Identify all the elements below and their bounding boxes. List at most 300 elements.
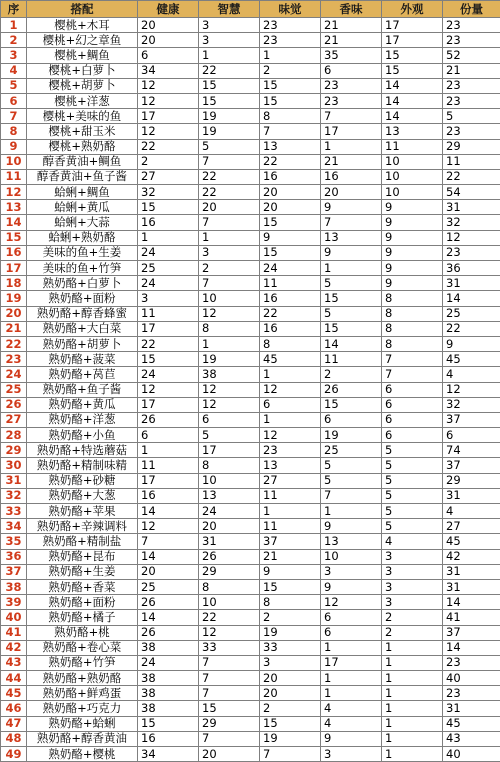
cell-taste: 1: [260, 412, 321, 427]
cell-health: 26: [138, 625, 199, 640]
cell-portion: 29: [443, 473, 500, 488]
cell-portion: 14: [443, 595, 500, 610]
cell-aroma: 20: [321, 185, 382, 200]
table-row: [1, 200, 500, 215]
cell-appearance: 5: [382, 519, 443, 534]
cell-wisdom: 26: [199, 549, 260, 564]
cell-combination: 熟奶酪+菠菜: [27, 352, 138, 367]
cell-health: 24: [138, 276, 199, 291]
cell-wisdom: 12: [199, 306, 260, 321]
cell-aroma: 21: [321, 18, 382, 33]
cell-health: 7: [138, 534, 199, 549]
cell-appearance: 8: [382, 291, 443, 306]
cell-appearance: 1: [382, 655, 443, 670]
cell-portion: 31: [443, 276, 500, 291]
cell-wisdom: 19: [199, 109, 260, 124]
cell-health: 16: [138, 731, 199, 746]
cell-portion: 74: [443, 443, 500, 458]
cell-index: 41: [1, 625, 27, 640]
header-health: 健康: [138, 1, 199, 18]
cell-aroma: 23: [321, 78, 382, 93]
cell-appearance: 5: [382, 443, 443, 458]
cell-wisdom: 29: [199, 716, 260, 731]
cell-taste: 24: [260, 261, 321, 276]
cell-portion: 40: [443, 747, 500, 762]
cell-wisdom: 24: [199, 504, 260, 519]
table-row: [1, 473, 500, 488]
cell-index: 48: [1, 731, 27, 746]
cell-index: 44: [1, 671, 27, 686]
cell-wisdom: 20: [199, 519, 260, 534]
cell-index: 39: [1, 595, 27, 610]
cell-combination: 熟奶酪+精制味精: [27, 458, 138, 473]
cell-wisdom: 15: [199, 78, 260, 93]
cell-health: 22: [138, 336, 199, 351]
cell-taste: 1: [260, 504, 321, 519]
header-combination: 搭配: [27, 1, 138, 18]
cell-wisdom: 1: [199, 230, 260, 245]
cell-portion: 29: [443, 139, 500, 154]
cell-health: 25: [138, 579, 199, 594]
table-row: [1, 428, 500, 443]
cell-portion: 37: [443, 412, 500, 427]
cell-appearance: 2: [382, 610, 443, 625]
cell-index: 33: [1, 504, 27, 519]
cell-portion: 43: [443, 731, 500, 746]
cell-portion: 14: [443, 640, 500, 655]
cell-taste: 15: [260, 78, 321, 93]
cell-wisdom: 2: [199, 261, 260, 276]
cell-wisdom: 6: [199, 412, 260, 427]
cell-taste: 23: [260, 18, 321, 33]
table-row: [1, 671, 500, 686]
cell-taste: 1: [260, 48, 321, 63]
cell-aroma: 9: [321, 579, 382, 594]
cell-wisdom: 7: [199, 154, 260, 169]
cell-health: 20: [138, 564, 199, 579]
cell-index: 32: [1, 488, 27, 503]
cell-aroma: 1: [321, 261, 382, 276]
cell-taste: 3: [260, 655, 321, 670]
cell-health: 26: [138, 412, 199, 427]
cell-index: 46: [1, 701, 27, 716]
cell-appearance: 9: [382, 276, 443, 291]
cell-index: 40: [1, 610, 27, 625]
cell-appearance: 8: [382, 321, 443, 336]
cell-aroma: 10: [321, 549, 382, 564]
cell-health: 20: [138, 33, 199, 48]
table-row: [1, 549, 500, 564]
table-row: [1, 306, 500, 321]
table-row: [1, 185, 500, 200]
table-row: [1, 382, 500, 397]
cell-health: 24: [138, 655, 199, 670]
cell-aroma: 6: [321, 412, 382, 427]
cell-index: 19: [1, 291, 27, 306]
cell-appearance: 5: [382, 488, 443, 503]
cell-portion: 23: [443, 78, 500, 93]
table-row: [1, 412, 500, 427]
cell-wisdom: 38: [199, 367, 260, 382]
cell-combination: 美味的鱼+生姜: [27, 245, 138, 260]
cell-aroma: 11: [321, 352, 382, 367]
cell-taste: 2: [260, 610, 321, 625]
cell-index: 20: [1, 306, 27, 321]
cell-wisdom: 22: [199, 63, 260, 78]
cell-appearance: 10: [382, 169, 443, 184]
cell-appearance: 1: [382, 716, 443, 731]
cell-health: 34: [138, 747, 199, 762]
cell-wisdom: 10: [199, 595, 260, 610]
cell-wisdom: 7: [199, 671, 260, 686]
cell-aroma: 16: [321, 169, 382, 184]
table-row: [1, 63, 500, 78]
header-taste: 味觉: [260, 1, 321, 18]
cell-wisdom: 7: [199, 731, 260, 746]
cell-combination: 樱桃+甜玉米: [27, 124, 138, 139]
cell-wisdom: 8: [199, 458, 260, 473]
cell-index: 34: [1, 519, 27, 534]
cell-appearance: 15: [382, 48, 443, 63]
cell-portion: 22: [443, 169, 500, 184]
table-row: [1, 124, 500, 139]
cell-combination: 樱桃+鲷鱼: [27, 48, 138, 63]
cell-health: 3: [138, 291, 199, 306]
cell-combination: 樱桃+熟奶酪: [27, 139, 138, 154]
cell-health: 17: [138, 321, 199, 336]
cell-taste: 23: [260, 33, 321, 48]
cell-index: 1: [1, 18, 27, 33]
cell-appearance: 11: [382, 139, 443, 154]
cell-combination: 熟奶酪+熟奶酪: [27, 671, 138, 686]
table-row: [1, 458, 500, 473]
cell-portion: 52: [443, 48, 500, 63]
cell-combination: 熟奶酪+胡萝卜: [27, 336, 138, 351]
cell-wisdom: 7: [199, 686, 260, 701]
cell-appearance: 14: [382, 93, 443, 108]
cell-portion: 6: [443, 428, 500, 443]
cell-taste: 9: [260, 230, 321, 245]
table-row: [1, 443, 500, 458]
cell-health: 24: [138, 245, 199, 260]
cell-combination: 熟奶酪+昆布: [27, 549, 138, 564]
cell-health: 12: [138, 78, 199, 93]
table-row: [1, 230, 500, 245]
cell-combination: 蛤蜊+黄瓜: [27, 200, 138, 215]
table-row: [1, 261, 500, 276]
cell-wisdom: 22: [199, 169, 260, 184]
cell-health: 34: [138, 63, 199, 78]
cell-combination: 熟奶酪+橘子: [27, 610, 138, 625]
table-body: [1, 18, 500, 762]
cell-aroma: 15: [321, 321, 382, 336]
cell-taste: 20: [260, 200, 321, 215]
cell-wisdom: 8: [199, 579, 260, 594]
cell-wisdom: 7: [199, 276, 260, 291]
cell-index: 5: [1, 78, 27, 93]
table-row: [1, 169, 500, 184]
table-row: [1, 321, 500, 336]
cell-portion: 31: [443, 579, 500, 594]
header-portion: 份量: [443, 1, 500, 18]
cell-index: 16: [1, 245, 27, 260]
cell-taste: 33: [260, 640, 321, 655]
cell-appearance: 5: [382, 504, 443, 519]
cell-health: 14: [138, 610, 199, 625]
cell-portion: 32: [443, 215, 500, 230]
cell-portion: 45: [443, 352, 500, 367]
cell-aroma: 9: [321, 200, 382, 215]
cell-portion: 22: [443, 321, 500, 336]
table-row: [1, 367, 500, 382]
cell-taste: 2: [260, 701, 321, 716]
cell-taste: 19: [260, 625, 321, 640]
cell-index: 29: [1, 443, 27, 458]
cell-appearance: 13: [382, 124, 443, 139]
cell-index: 47: [1, 716, 27, 731]
cell-aroma: 7: [321, 488, 382, 503]
cell-health: 2: [138, 154, 199, 169]
cell-combination: 醇香黄油+鱼子酱: [27, 169, 138, 184]
cell-index: 45: [1, 686, 27, 701]
cell-appearance: 1: [382, 640, 443, 655]
cell-combination: 蛤蜊+大蒜: [27, 215, 138, 230]
cell-taste: 12: [260, 382, 321, 397]
cell-aroma: 6: [321, 63, 382, 78]
cell-aroma: 21: [321, 154, 382, 169]
cell-appearance: 3: [382, 549, 443, 564]
cell-health: 15: [138, 200, 199, 215]
cell-combination: 熟奶酪+大葱: [27, 488, 138, 503]
table-row: [1, 336, 500, 351]
cell-appearance: 4: [382, 534, 443, 549]
table-row: [1, 93, 500, 108]
cell-index: 21: [1, 321, 27, 336]
cell-combination: 熟奶酪+面粉: [27, 595, 138, 610]
cell-combination: 熟奶酪+鱼子酱: [27, 382, 138, 397]
cell-wisdom: 19: [199, 124, 260, 139]
cell-aroma: 5: [321, 473, 382, 488]
cell-taste: 11: [260, 276, 321, 291]
cell-taste: 23: [260, 443, 321, 458]
cell-taste: 2: [260, 63, 321, 78]
cell-index: 36: [1, 549, 27, 564]
cell-index: 38: [1, 579, 27, 594]
cell-wisdom: 7: [199, 215, 260, 230]
cell-appearance: 5: [382, 473, 443, 488]
cell-taste: 15: [260, 716, 321, 731]
cell-wisdom: 15: [199, 701, 260, 716]
table-row: [1, 397, 500, 412]
cell-taste: 9: [260, 564, 321, 579]
cell-wisdom: 33: [199, 640, 260, 655]
cell-index: 18: [1, 276, 27, 291]
cell-portion: 31: [443, 564, 500, 579]
cell-combination: 熟奶酪+巧克力: [27, 701, 138, 716]
cell-taste: 16: [260, 291, 321, 306]
cell-aroma: 9: [321, 245, 382, 260]
cell-combination: 樱桃+洋葱: [27, 93, 138, 108]
cell-wisdom: 1: [199, 336, 260, 351]
cell-aroma: 19: [321, 428, 382, 443]
cell-appearance: 17: [382, 33, 443, 48]
cell-combination: 熟奶酪+砂糖: [27, 473, 138, 488]
cell-taste: 20: [260, 686, 321, 701]
cell-index: 15: [1, 230, 27, 245]
cell-portion: 9: [443, 336, 500, 351]
cell-health: 17: [138, 397, 199, 412]
cell-index: 37: [1, 564, 27, 579]
cell-health: 12: [138, 382, 199, 397]
cell-wisdom: 20: [199, 200, 260, 215]
cell-portion: 41: [443, 610, 500, 625]
cell-health: 24: [138, 367, 199, 382]
cell-portion: 23: [443, 686, 500, 701]
cell-portion: 14: [443, 291, 500, 306]
cell-index: 35: [1, 534, 27, 549]
cell-wisdom: 5: [199, 139, 260, 154]
cell-wisdom: 29: [199, 564, 260, 579]
header-wisdom: 智慧: [199, 1, 260, 18]
cell-combination: 熟奶酪+面粉: [27, 291, 138, 306]
cell-health: 38: [138, 640, 199, 655]
cell-index: 3: [1, 48, 27, 63]
header-index: 序: [1, 1, 27, 18]
cell-taste: 21: [260, 549, 321, 564]
cell-index: 9: [1, 139, 27, 154]
cell-index: 24: [1, 367, 27, 382]
cell-health: 26: [138, 595, 199, 610]
cell-taste: 22: [260, 154, 321, 169]
cell-health: 25: [138, 261, 199, 276]
cell-appearance: 6: [382, 382, 443, 397]
cell-index: 6: [1, 93, 27, 108]
cell-index: 49: [1, 747, 27, 762]
table-row: [1, 519, 500, 534]
cell-portion: 12: [443, 382, 500, 397]
cell-appearance: 6: [382, 397, 443, 412]
table-row: [1, 215, 500, 230]
cell-appearance: 3: [382, 579, 443, 594]
cell-health: 1: [138, 443, 199, 458]
cell-appearance: 1: [382, 701, 443, 716]
cell-taste: 7: [260, 124, 321, 139]
cell-combination: 熟奶酪+香菜: [27, 579, 138, 594]
cell-portion: 23: [443, 33, 500, 48]
cell-wisdom: 7: [199, 655, 260, 670]
cell-health: 12: [138, 93, 199, 108]
cell-health: 14: [138, 504, 199, 519]
table-row: [1, 139, 500, 154]
cell-aroma: 26: [321, 382, 382, 397]
cell-combination: 熟奶酪+大白菜: [27, 321, 138, 336]
cell-taste: 22: [260, 306, 321, 321]
cell-aroma: 13: [321, 534, 382, 549]
cell-portion: 36: [443, 261, 500, 276]
cell-combination: 熟奶酪+小鱼: [27, 428, 138, 443]
cell-combination: 熟奶酪+醇香黄油: [27, 731, 138, 746]
cell-wisdom: 12: [199, 397, 260, 412]
cell-appearance: 2: [382, 625, 443, 640]
header-row: [1, 1, 500, 18]
cell-appearance: 14: [382, 78, 443, 93]
cell-combination: 蛤蜊+鲷鱼: [27, 185, 138, 200]
table-row: [1, 640, 500, 655]
cell-health: 16: [138, 488, 199, 503]
cell-taste: 6: [260, 397, 321, 412]
table-row: [1, 731, 500, 746]
cell-combination: 熟奶酪+精制盐: [27, 534, 138, 549]
cell-health: 1: [138, 230, 199, 245]
cell-aroma: 3: [321, 747, 382, 762]
cell-appearance: 10: [382, 154, 443, 169]
table-header: [1, 1, 500, 18]
table-row: [1, 595, 500, 610]
cell-taste: 19: [260, 731, 321, 746]
cell-appearance: 3: [382, 564, 443, 579]
cell-index: 14: [1, 215, 27, 230]
cell-aroma: 25: [321, 443, 382, 458]
cell-combination: 熟奶酪+苹果: [27, 504, 138, 519]
cell-aroma: 15: [321, 291, 382, 306]
cell-health: 6: [138, 428, 199, 443]
cell-aroma: 5: [321, 276, 382, 291]
table-row: [1, 716, 500, 731]
cell-combination: 樱桃+胡萝卜: [27, 78, 138, 93]
cell-combination: 熟奶酪+特选蘑菇: [27, 443, 138, 458]
cell-appearance: 1: [382, 686, 443, 701]
cell-health: 27: [138, 169, 199, 184]
cell-taste: 16: [260, 169, 321, 184]
cell-index: 22: [1, 336, 27, 351]
cell-portion: 45: [443, 534, 500, 549]
header-aroma: 香味: [321, 1, 382, 18]
cell-combination: 樱桃+白萝卜: [27, 63, 138, 78]
table-row: [1, 276, 500, 291]
table-row: [1, 488, 500, 503]
cell-aroma: 1: [321, 640, 382, 655]
cell-combination: 熟奶酪+鲜鸡蛋: [27, 686, 138, 701]
cell-portion: 4: [443, 504, 500, 519]
cell-aroma: 5: [321, 306, 382, 321]
table-row: [1, 291, 500, 306]
cell-taste: 11: [260, 488, 321, 503]
cell-portion: 32: [443, 397, 500, 412]
cell-taste: 8: [260, 109, 321, 124]
table-row: [1, 625, 500, 640]
cell-health: 32: [138, 185, 199, 200]
table-row: [1, 564, 500, 579]
cell-taste: 15: [260, 579, 321, 594]
cell-appearance: 9: [382, 261, 443, 276]
cell-index: 11: [1, 169, 27, 184]
cell-index: 28: [1, 428, 27, 443]
cell-health: 11: [138, 458, 199, 473]
cell-taste: 1: [260, 367, 321, 382]
cell-index: 12: [1, 185, 27, 200]
cell-taste: 8: [260, 336, 321, 351]
cell-aroma: 5: [321, 458, 382, 473]
cell-aroma: 6: [321, 625, 382, 640]
cell-combination: 樱桃+美味的鱼: [27, 109, 138, 124]
cell-wisdom: 31: [199, 534, 260, 549]
cell-combination: 熟奶酪+黄瓜: [27, 397, 138, 412]
cell-index: 13: [1, 200, 27, 215]
table-row: [1, 48, 500, 63]
cell-combination: 蛤蜊+熟奶酪: [27, 230, 138, 245]
cell-aroma: 13: [321, 230, 382, 245]
cell-health: 12: [138, 519, 199, 534]
